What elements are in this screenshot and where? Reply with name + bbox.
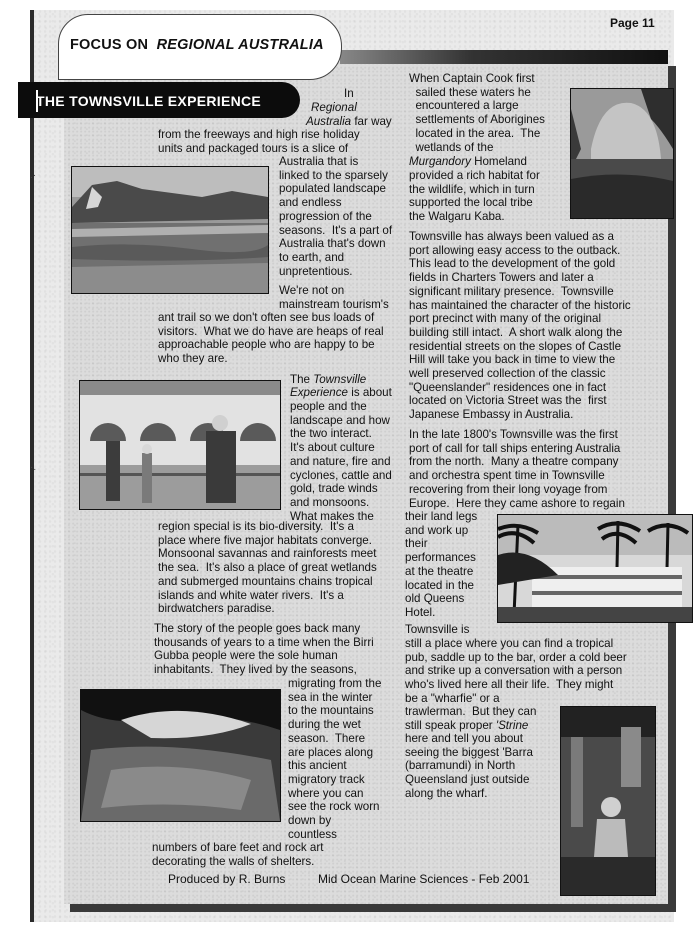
col2-paragraph-1b: provided a rich habitat for the wildlife, which in turn supported the local tribe the Walgaru Kaba. [409,169,540,224]
col2-paragraph-3a: In the late 1800's Townsville was the first port of call for tall ships entering Australia from the north. Many a theatre company and orchestra spent time in Townsville recovering from their long voyage from Europe. Here they came ashore to regain [409,428,625,510]
section-header-title: FOCUS ON REGIONAL AUSTRALIA [70,37,324,53]
col2-paragraph-2: Townsville has always been valued as a port allowing easy access to the outback. This lead to the development of the gold fields in Charters Towers and later a significant military presence. Townsville has maintained the character of the historic port precinct with many of the original building still intact. A short walk along the residential streets on the slopes of Castle Hill will take you back in time to view the well preserved collection of the classic "Queenslander" residences one in fact located on Victoria Street was the first Japanese Embassy in Australia. [409,230,631,422]
col1-paragraph-2a: We're not on mainstream tourism's [279,284,389,311]
col2-paragraph-4a: Townsville is [405,623,470,636]
col1-paragraph-1a: from the freeways and high rise holiday units and packaged tours is a slice of [158,128,360,155]
col1-paragraph-3-lead: The Townsville [290,373,367,386]
photo-colonial-building [79,380,281,510]
col1-paragraph-4a: The story of the people goes back many thousands of years to a time when the Birri Gubba people were the sole human inhabitants. They lived by the seasons, [154,622,374,677]
header-gradient-bar [340,50,668,64]
col1-paragraph-3b: region special is its bio-diversity. It's a place where five major habitats converge. Monsoonal savannas and rainforests meet the sea. It's also a place of great wetlands and submerged mountains chains tropical islands and white water rivers. It's a birdwatchers paradise. [158,520,377,616]
col2-paragraph-3b: their land legs and work up their performances at the theatre located in the old Queens Hotel. [405,510,478,619]
photo-rock-outcrop [570,88,674,219]
col2-paragraph-4b: still a place where you can find a tropical pub, saddle up to the bar, order a cold beer and strike up a conversation with a person who's lived here all their life. They might be a "wharfie" or a [405,637,627,705]
col1-intro-regional: Regional [311,101,357,114]
col1-paragraph-2b: ant trail so we don't often see bus loads of visitors. What we do have are heaps of real approachable people who are happy to be who they are. [158,311,384,366]
col1-paragraph-4b: migrating from the sea in the winter to the mountains during the wet season. There are places along this ancient migratory track where you can see the rock worn down by countless [288,677,382,841]
photo-pub-interior [560,706,656,896]
col1-intro-in: In [344,87,354,100]
photo-queens-hotel [497,514,693,623]
photo-wetland-landscape [71,166,269,294]
scan-speck: .· [30,170,37,181]
col1-paragraph-3a: people and the landscape and how the two interact. It's about culture and nature, fire and cyclones, cattle and gold, trade winds and monsoons. What makes the [290,400,392,523]
col2-paragraph-1a: When Captain Cook first sailed these waters he encountered a large settlements of Aborigines located in the area. The wetlands of the [409,72,545,154]
scan-speck: · [30,748,34,759]
col2-paragraph-4c: trawlerman. But they can still speak proper 'Strine [405,705,537,732]
col2-paragraph-4d: here and tell you about seeing the biggest 'Barra (barramundi) in North Queensland just outside along the wharf. [405,732,533,800]
article-title: THE TOWNSVILLE EXPERIENCE [36,93,262,109]
col1-intro-australia: Australia far way [306,115,392,128]
page-number: Page 11 [610,16,655,30]
photo-creek-rocks [80,689,281,822]
page-shadow-bottom [70,904,676,912]
col1-paragraph-4c: numbers of bare feet and rock art decorating the walls of shelters. [152,841,324,868]
credit-publisher: Mid Ocean Marine Sciences - Feb 2001 [318,872,530,886]
col1-paragraph-3-lead2: Experience is about [290,386,392,399]
col2-murgandory-line: Murgandory Homeland [409,155,527,168]
col1-paragraph-1b: Australia that is linked to the sparsely populated landscape and endless progression of the seasons. It's a part of Australia that's down to earth, and unpretentious. [279,155,393,278]
scan-speck: ·. [30,462,37,473]
credit-producer: Produced by R. Burns [168,872,286,886]
